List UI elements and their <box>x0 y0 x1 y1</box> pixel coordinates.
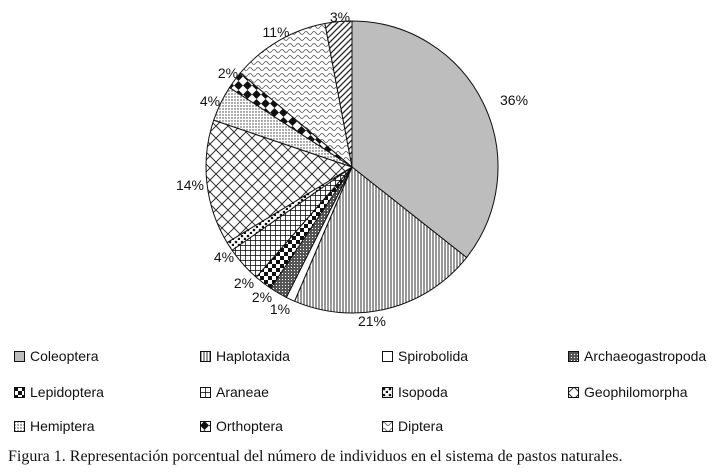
slice-label-archaeogastropoda: 2% <box>251 289 273 305</box>
slice-label-coleoptera: 36% <box>500 92 529 108</box>
legend-item-coleoptera <box>14 346 99 366</box>
legend-item-archaeogastropoda <box>568 346 706 366</box>
legend-label: Geophilomorpha <box>584 384 688 400</box>
legend-label: Spirobolida <box>398 348 469 364</box>
slice-label-lepidoptera: 2% <box>233 275 255 291</box>
legend-label: Araneae <box>216 384 269 400</box>
slice-label-geophilomorpha: 14% <box>175 177 205 193</box>
legend-label: Coleoptera <box>30 348 99 364</box>
legend <box>14 346 714 442</box>
slice-label-araneae: 4% <box>213 249 235 265</box>
pie-slices <box>206 21 498 313</box>
legend-swatch <box>14 421 25 432</box>
legend-label: Isopoda <box>398 384 448 400</box>
legend-label: Diptera <box>398 418 444 434</box>
legend-swatch <box>568 387 579 398</box>
legend-item-araneae <box>200 382 269 402</box>
legend-label: Orthoptera <box>216 418 283 434</box>
legend-item-hemiptera <box>14 416 95 436</box>
legend-swatch <box>382 387 393 398</box>
legend-label: Haplotaxida <box>216 348 290 364</box>
legend-item-spirobolida <box>382 346 468 366</box>
legend-label: Lepidoptera <box>30 384 104 400</box>
figure-caption: Figura 1. Representación porcentual del número de individuos en el sistema de pastos naturales. <box>8 448 623 465</box>
slice-label-spirobolida: 1% <box>269 301 291 317</box>
legend-item-lepidoptera <box>14 382 104 402</box>
legend-swatch <box>200 387 211 398</box>
slice-label-orthoptera: 2% <box>217 65 239 81</box>
legend-label: Hemiptera <box>30 418 95 434</box>
legend-swatch <box>568 351 579 362</box>
legend-swatch <box>14 387 25 398</box>
slice-label-diptera-stripe: 3% <box>329 9 351 25</box>
legend-item-isopoda <box>382 382 448 402</box>
legend-item-diptera <box>382 416 443 436</box>
slice-label-diptera: 11% <box>262 24 290 40</box>
legend-swatch <box>200 351 211 362</box>
legend-label: Archaeogastropoda <box>584 348 707 364</box>
legend-swatch <box>14 351 25 362</box>
legend-item-haplotaxida <box>200 346 290 366</box>
legend-swatch <box>200 421 211 432</box>
slice-label-haplotaxida: 21% <box>357 313 387 329</box>
legend-swatch <box>382 351 393 362</box>
slice-label-hemiptera: 4% <box>199 93 221 109</box>
legend-item-orthoptera <box>200 416 283 436</box>
legend-item-geophilomorpha <box>568 382 688 402</box>
legend-swatch <box>382 421 393 432</box>
